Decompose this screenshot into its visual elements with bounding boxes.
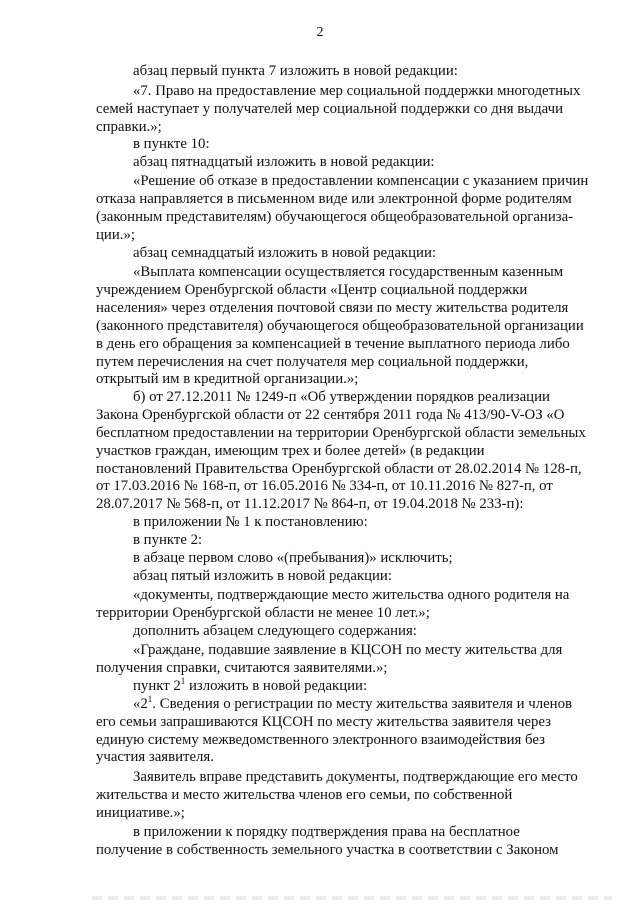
page-number: 2	[316, 25, 324, 40]
text-line: б) от 27.12.2011 № 1249-п «Об утверждении порядков реализации	[133, 389, 550, 406]
text-run: . Сведения о регистрации по месту жительства заявителя и членов	[152, 695, 572, 712]
text-line: в приложении к порядку подтверждения права на бесплатное	[133, 824, 520, 841]
text-line: жительства и место жительства членов его семьи, по собственной	[96, 786, 513, 803]
text-line: инициативе.»;	[96, 804, 185, 821]
text-line: его семьи запрашиваются КЦСОН по месту жительства заявителя через	[96, 713, 551, 730]
text-line: открытый им в кредитной организации.»;	[96, 371, 359, 388]
bleed-through-line	[92, 896, 612, 900]
text-line: абзац пятый изложить в новой редакции:	[133, 567, 392, 584]
text-line: дополнить абзацем следующего содержания:	[133, 622, 417, 639]
text-line: участков граждан, имеющим трех и более детей» (в редакции	[96, 442, 485, 459]
text-line: постановлений Правительства Оренбургской области от 28.02.2014 № 128-п,	[96, 460, 582, 477]
text-line: абзац первый пункта 7 изложить в новой редакции:	[133, 63, 458, 79]
text-line: населения» через отделения почтовой связи по месту жительства родителя	[96, 300, 569, 316]
text-line: 28.07.2017 № 568-п, от 11.12.2017 № 864-п, от 19.04.2018 № 233-п):	[96, 496, 524, 513]
text-line: единую систему межведомственного электронного взаимодействия без	[96, 731, 545, 748]
text-line: участия заявителя.	[96, 749, 214, 766]
text-line: семей наступает у получателей мер социальной поддержки со дня выдачи	[96, 101, 563, 118]
text-run: «2	[133, 695, 148, 712]
text-line: «Граждане, подавшие заявление в КЦСОН по месту жительства для	[133, 642, 563, 659]
text-line: «Решение об отказе в предоставлении компенсации с указанием причин	[133, 173, 589, 190]
text-line: путем перечисления на счет получателя мер социальной поддержки,	[96, 353, 529, 370]
text-line: получения справки, считаются заявителями.»;	[96, 660, 388, 677]
text-line: абзац семнадцатый изложить в новой редакции:	[133, 244, 437, 261]
superscript: 1	[180, 676, 186, 686]
superscript: 1	[147, 693, 153, 704]
text-line: «Выплата компенсации осуществляется государственным казенным	[133, 264, 564, 281]
text-line: в абзаце первом слово «(пребывания)» исключить;	[133, 549, 453, 566]
text-line: (законным представителям) обучающегося общеобразовательной организа-	[96, 209, 574, 226]
text-line: в приложении № 1 к постановлению:	[133, 514, 368, 531]
text-line: в пункте 2:	[133, 531, 203, 548]
text-run: изложить в новой редакции:	[189, 678, 368, 694]
text-line: ции.»;	[96, 227, 135, 243]
text-line: отказа направляется в письменном виде или электронной форме родителям	[96, 191, 572, 208]
text-run: пункт 2	[133, 678, 181, 694]
text-line: бесплатном предоставлении на территории Оренбургской области земельных	[96, 424, 586, 441]
text-line: в день его обращения за компенсацией в течение выплатного периода либо	[96, 335, 570, 352]
text-line: справки.»;	[96, 119, 162, 136]
text-line: абзац пятнадцатый изложить в новой редакции:	[133, 153, 435, 170]
text-line: (законного представителя) обучающегося общеобразовательной организации	[96, 317, 584, 334]
text-line: получение в собственность земельного участка в соответствии с Законом	[96, 842, 559, 858]
text-line: Заявитель вправе представить документы, подтверждающие его место	[133, 768, 578, 785]
text-line: территории Оренбургской области не менее 10 лет.»;	[96, 605, 430, 621]
text-line: учреждением Оренбургской области «Центр социальной поддержки	[96, 282, 528, 299]
text-line: «документы, подтверждающие место жительства одного родителя на	[133, 587, 570, 604]
text-line: от 17.03.2016 № 168-п, от 16.05.2016 № 334-п, от 10.11.2016 № 827-п, от	[96, 478, 553, 495]
text-line: Закона Оренбургской области от 22 сентября 2011 года № 413/90-V-ОЗ «О	[96, 407, 565, 424]
text-line: «7. Право на предоставление мер социальной поддержки многодетных	[133, 83, 581, 100]
text-line: в пункте 10:	[133, 136, 210, 153]
